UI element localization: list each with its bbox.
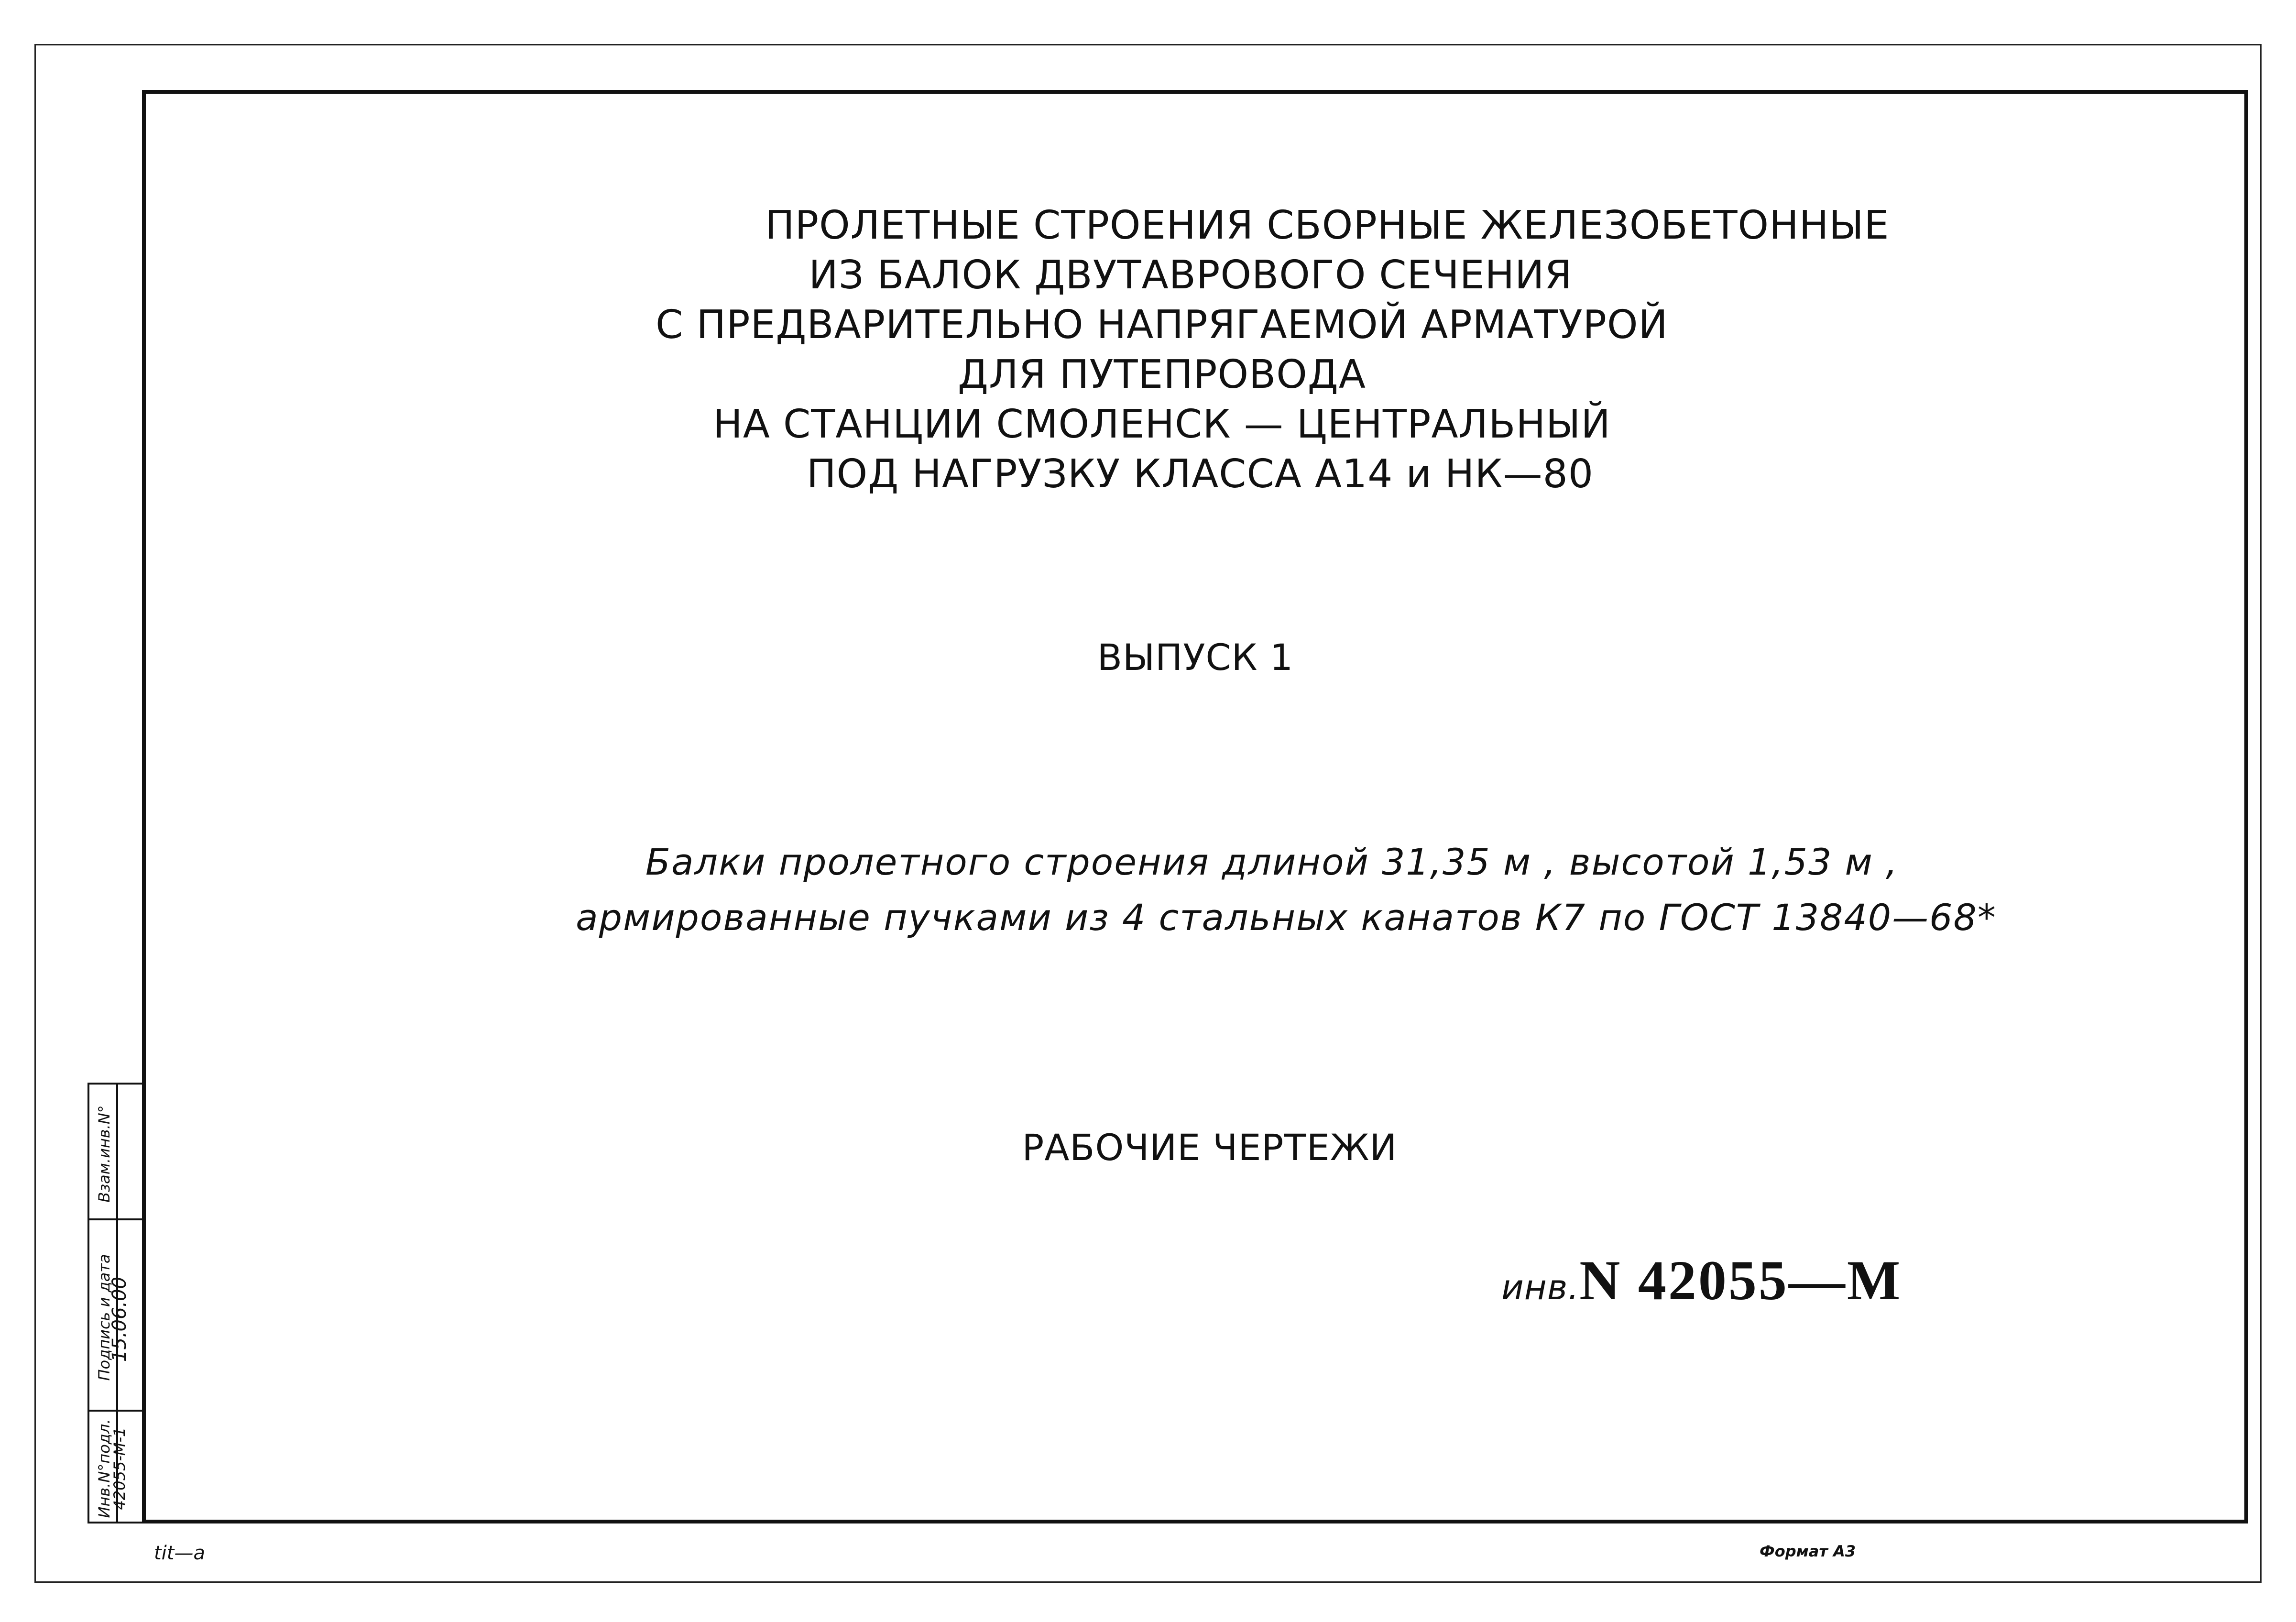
stamp-cell-signature (87, 1218, 145, 1412)
title-line-5: НА СТАНЦИИ СМОЛЕНСК — ЦЕНТРАЛЬНЫЙ (713, 402, 1611, 447)
stamp-cell-replacement (87, 1083, 145, 1220)
side-stamp (87, 1083, 145, 1523)
title-line-1: ПРОЛЕТНЫЕ СТРОЕНИЯ СБОРНЫЕ ЖЕЛЕЗОБЕТОННЫЕ (765, 203, 1890, 248)
description-line-1: Балки пролетного строения длиной 31,35 м , высотой 1,53 м , (645, 841, 1899, 883)
description-line-2: армированные пучками из 4 стальных канатов К7 по ГОСТ 13840—68* (576, 896, 1997, 939)
stamp-divider (116, 1085, 118, 1218)
title-line-2: ИЗ БАЛОК ДВУТАВРОВОГО СЕЧЕНИЯ (809, 252, 1573, 298)
working-drawings-label: РАБОЧИЕ ЧЕРТЕЖИ (1022, 1126, 1398, 1169)
stamp-label-replacement: Взам.инв.N° (95, 1105, 113, 1203)
title-line-6: ПОД НАГРУЗКУ КЛАССА А14 и НК—80 (806, 451, 1594, 497)
stamp-value-original: 42055-М-1 (110, 1427, 129, 1510)
inventory-number (1501, 1248, 1902, 1313)
issue-label: ВЫПУСК 1 (1097, 636, 1294, 679)
title-line-3: С ПРЕДВАРИТЕЛЬНО НАПРЯГАЕМОЙ АРМАТУРОЙ (656, 302, 1668, 348)
stamp-label-original: Инв.N°подл. (95, 1419, 113, 1518)
description (478, 834, 2056, 945)
title-block (612, 201, 1890, 499)
footer-code: tit—a (154, 1542, 205, 1564)
stamp-value-signature: 15.06.00 (109, 1276, 131, 1362)
inventory-prefix: инв. (1501, 1267, 1580, 1307)
inventory-value: N 42055—М (1579, 1249, 1902, 1312)
stamp-label-signature: Подпись и дата (95, 1254, 113, 1381)
title-line-4: ДЛЯ ПУТЕПРОВОДА (958, 352, 1366, 397)
footer-format: Формат А3 (1760, 1542, 1856, 1560)
stamp-cell-original (87, 1410, 145, 1523)
